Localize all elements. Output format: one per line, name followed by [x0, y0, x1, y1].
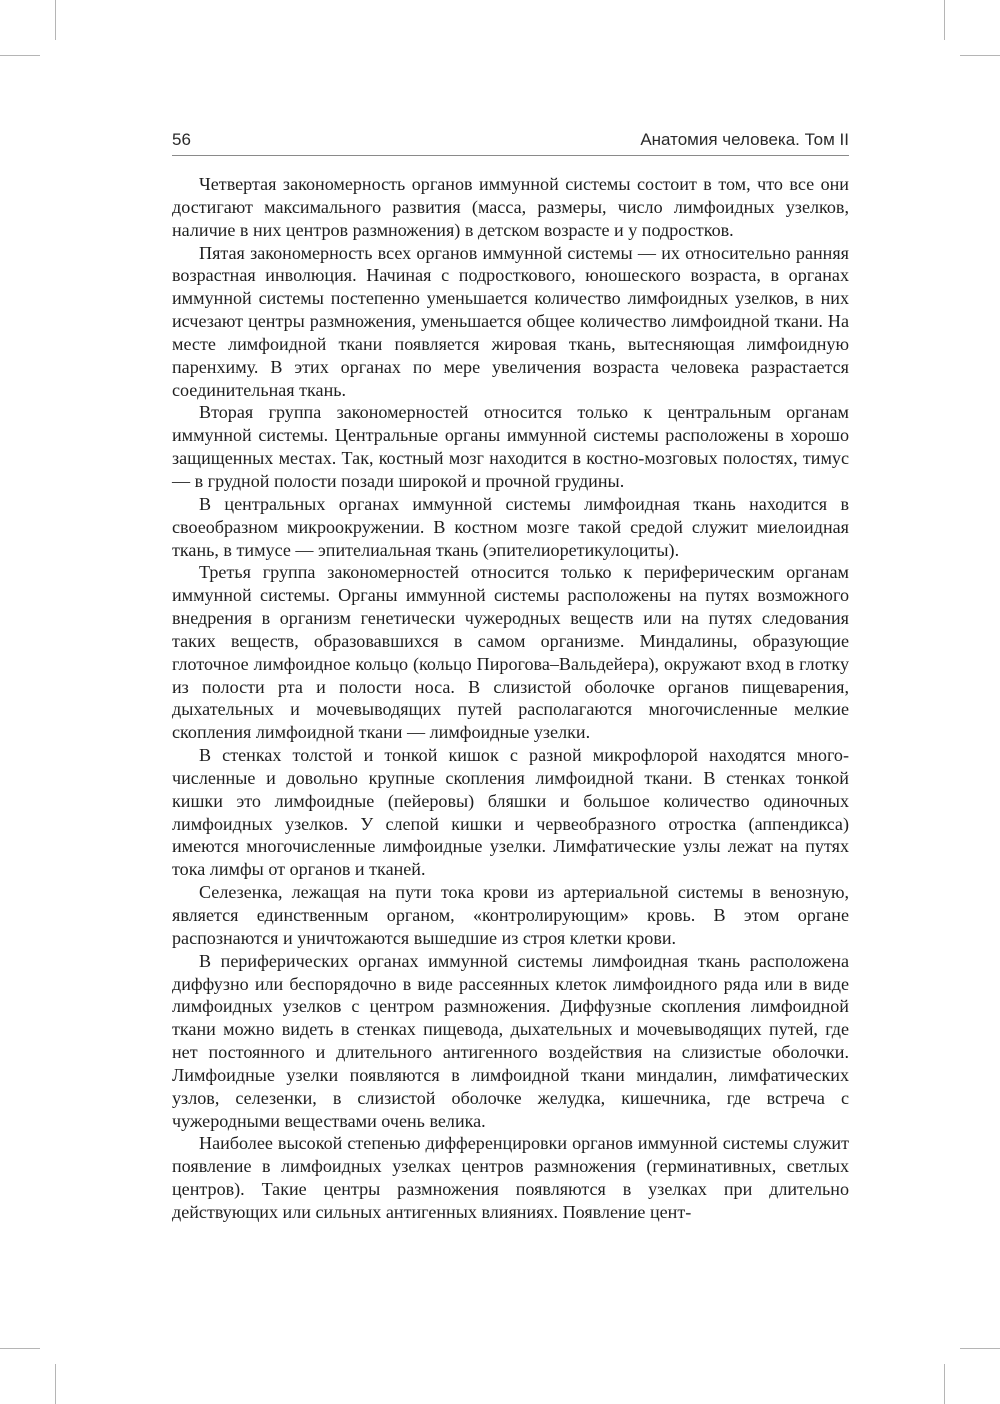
page-number: 56 — [172, 130, 191, 149]
paragraph: Третья группа закономерностей относится только к периферическим органам иммунной системы. Органы иммунной системы расположены на путях возможного внедрения в организм генетически чужеродных веществ или на путях следования таких веществ, образовавшихся в самом организме. Миндалины, образующие глоточное лимфоидное кольцо (кольцо Пирогова–Вальдейера), окружают вход в глотку из полости рта и полости носа. В слизистой оболочке органов пищеварения, дыхательных и мочевыводящих путей располагаются многочисленные мелкие скопления лимфоидной ткани — лимфоидные узелки. — [172, 562, 849, 743]
paragraph: В стенках толстой и тонкой кишок с разной микрофлорой находятся многочисленные и довольно крупные скопления лимфоидной ткани. В стенках тонкой кишки это лимфоидные (пейеровы) бляшки и большое количество одиночных лимфоидных узелков. У слепой кишки и червеобразного отростка (аппендикса) имеются многочисленные лимфоидные узелки. Лимфатические узлы лежат на путях тока лимфы от органов и тканей. — [172, 745, 849, 880]
paragraph: Селезенка, лежащая на пути тока крови из артериальной системы в венозную, является единственным органом, «контролирующим» кровь. В этом органе распознаются и уничтожаются вышедшие из строя клетки крови. — [172, 882, 849, 948]
paragraph: Четвертая закономерность органов иммунной системы состоит в том, что все они достигают максимального развития (масса, размеры, число лимфоидных узелков, наличие в них центров размножения) в детском возрасте и у подростков. — [172, 174, 849, 240]
running-header — [172, 127, 849, 156]
crop-mark-top-right-h — [960, 55, 1000, 56]
crop-mark-top-right-v — [944, 0, 945, 40]
crop-mark-bottom-right-h — [960, 1348, 1000, 1349]
crop-mark-bottom-right-v — [944, 1364, 945, 1404]
paragraph: Пятая закономерность всех органов иммунной системы — их относительно ранняя возрастная инволюция. Начиная с подросткового, юношеского возраста, в органах иммунной системы постепенно уменьшается количество лимфоидных узелков, в них исчезают центры размножения, уменьшается общее количество лимфоидной ткани. На месте лимфоидной ткани появляется жировая ткань, вытесняющая лимфоидную паренхиму. В этих органах по мере увеличения возраста человека разрастается соединительная ткань. — [172, 242, 849, 400]
paragraph: Вторая группа закономерностей относится только к центральным органам иммунной системы. Центральные органы иммунной системы расположены в хорошо защищенных местах. Так, костный мозг находится в костно-мозговых полостях, тимус — в грудной полости позади широкой и прочной грудины. — [172, 402, 849, 491]
paragraph: Наиболее высокой степенью дифференцировки органов иммунной системы служит появление в лимфоидных узелках центров размножения (герминативных, светлых центров). Такие центры размножения появляются в узелках при длительно действующих или сильных антигенных влияниях. Появление цент- — [172, 1133, 849, 1222]
body-text — [172, 173, 849, 1224]
crop-mark-top-left-v — [55, 0, 56, 40]
crop-mark-top-left-h — [0, 55, 40, 56]
paragraph: В периферических органах иммунной системы лимфоидная ткань расположена диффузно или беспорядочно в виде рассеянных клеток лимфоидного ряда или в виде лимфоидных узелков с центром размножения. Диффузные скопления лимфоидной ткани можно видеть в стенках пищевода, дыхательных и мочевыводящих путей, где нет постоянного и длительного антигенного воздействия на слизистые оболочки. Лимфоидные узелки появляются в лимфоидной ткани миндалин, лимфатических узлов, селезенки, в слизистой оболочке желудка, кишечника, где встреча с чужеродными веществами очень велика. — [172, 950, 849, 1131]
crop-mark-bottom-left-h — [0, 1348, 40, 1349]
book-title: Анатомия человека. Том II — [640, 130, 849, 149]
crop-mark-bottom-left-v — [55, 1364, 56, 1404]
paragraph: В центральных органах иммунной системы лимфоидная ткань находится в своеобразном микроокружении. В костном мозге такой средой служит миелоидная ткань, в тимусе — эпителиальная ткань (эпителиоретикулоциты). — [172, 493, 849, 560]
